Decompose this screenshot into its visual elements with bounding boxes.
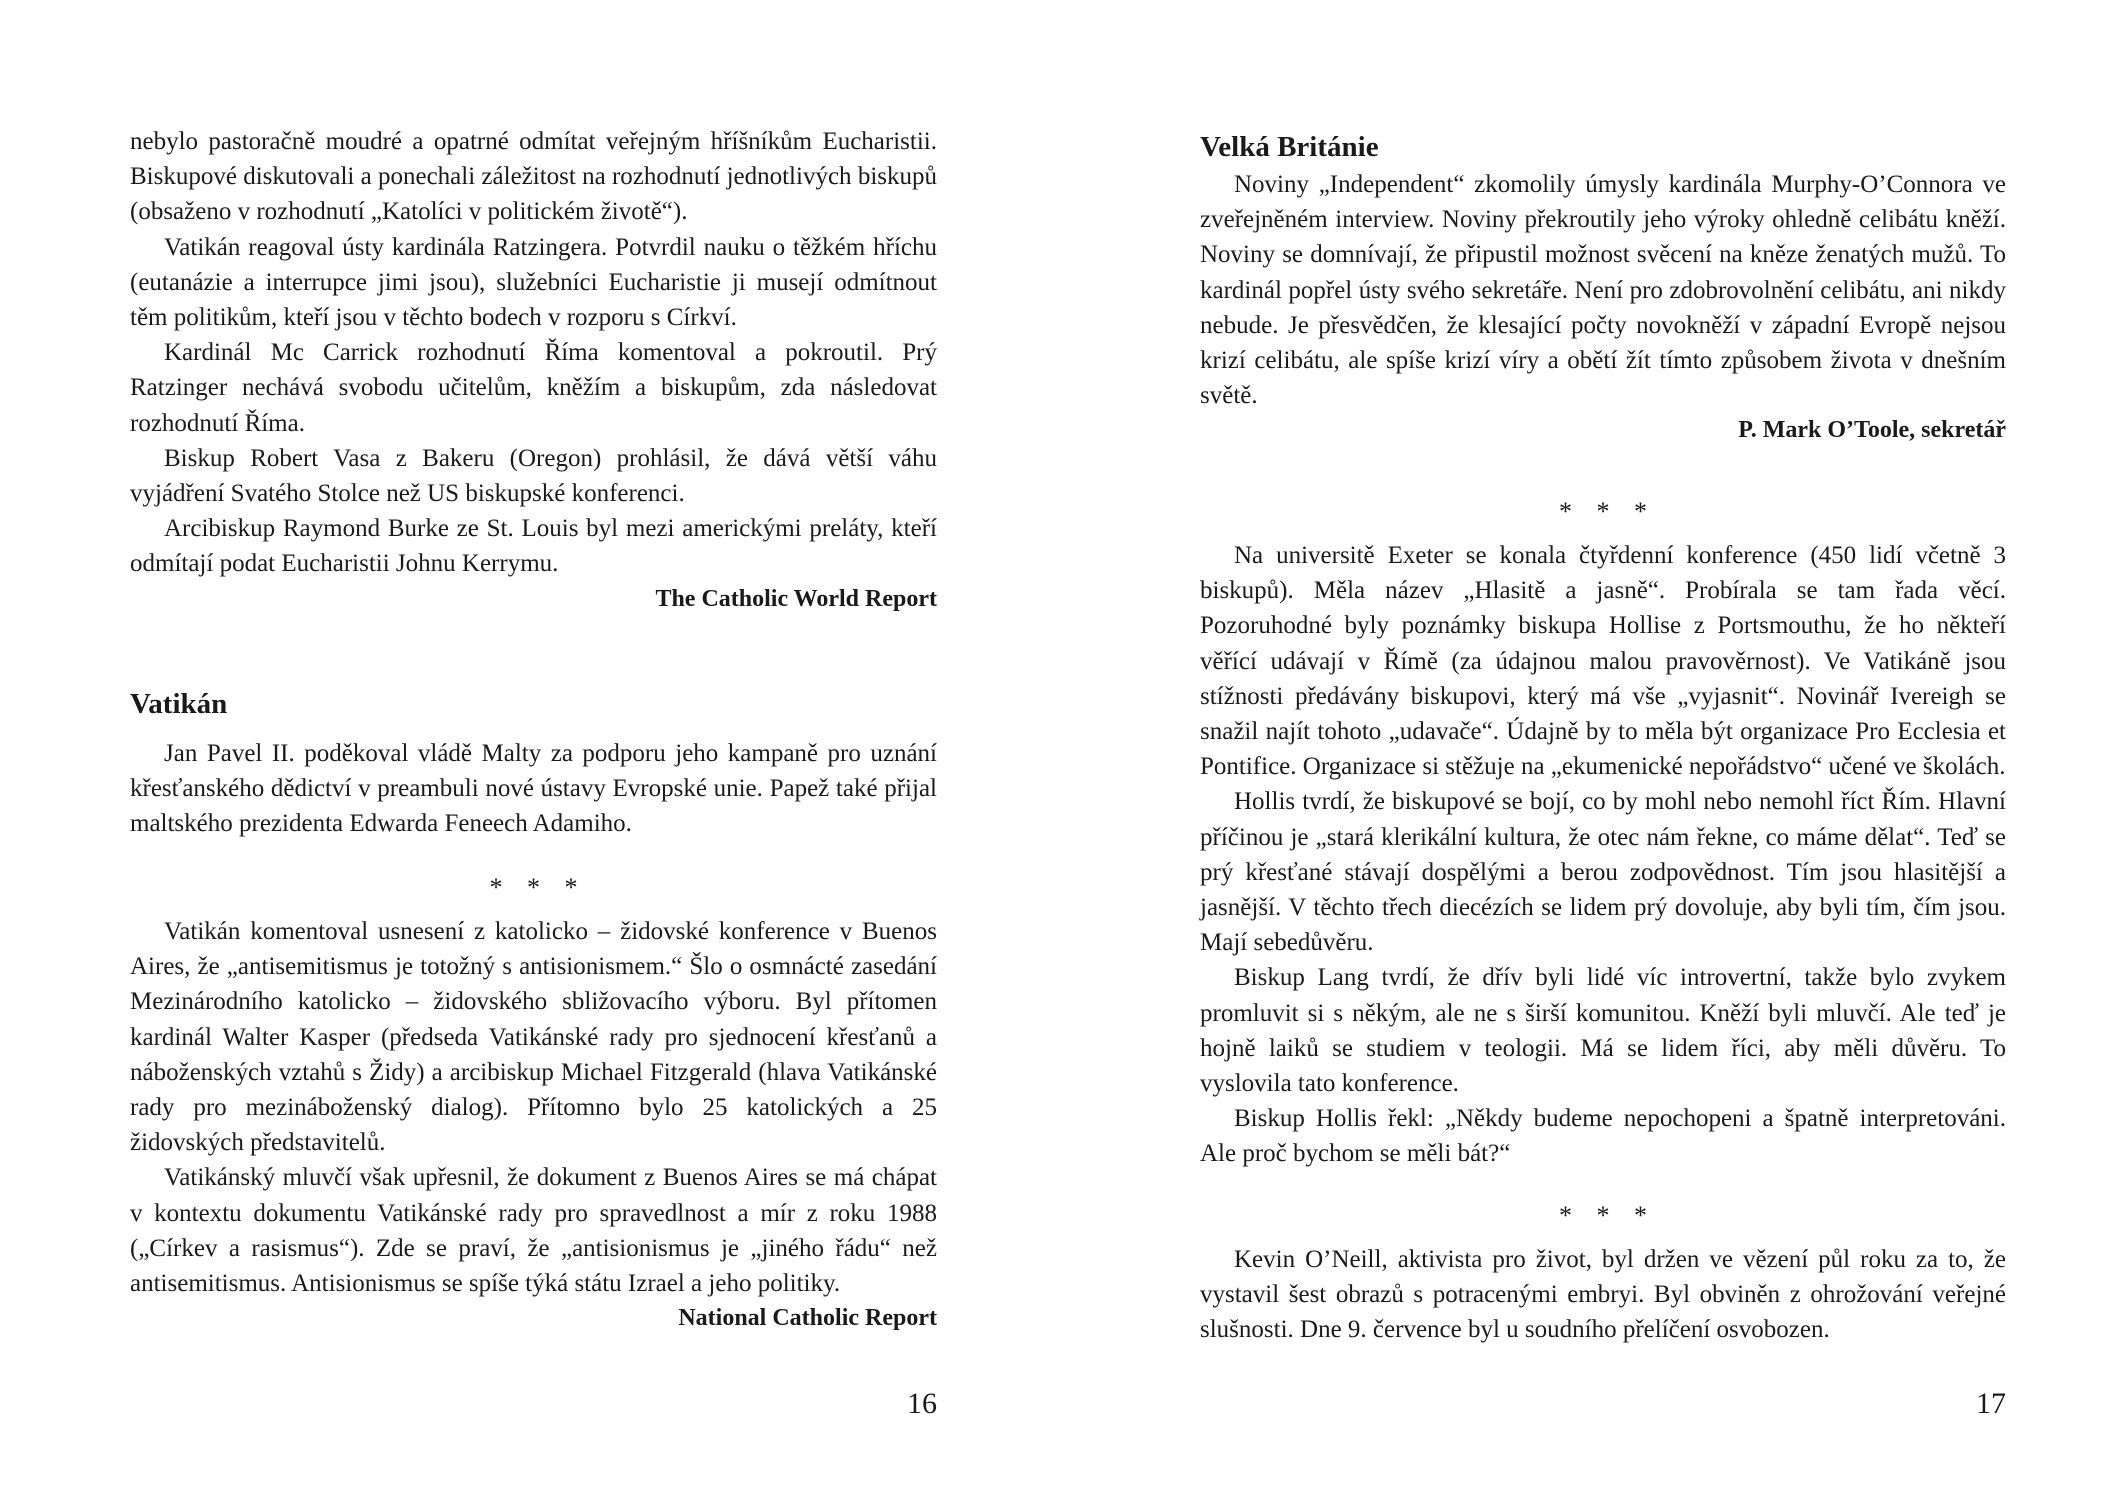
section-separator: * * *: [489, 873, 578, 902]
source-attribution: P. Mark O’Toole, sekretář: [1738, 417, 2006, 444]
paragraph: Noviny „Independent“ zkomolily úmysly kardinála Murphy-O’Connora ve zveřejněném interview. Noviny překroutily jeho výroky ohledně celibátu kněží. Noviny se domnívají, že připustil možnost svěcení na kněze ženatých mužů. To kardinál popřel ústy svého sekretáře. Není pro zdobrovolnění celibátu, ani nikdy nebude. Je přesvědčen, že klesající počty novokněží v západní Evropě nejsou krizí celibátu, ale spíše krizí víry a obětí žít tímto způsobem života v dnešním světě.: [1200, 171, 2006, 410]
page-number: 16: [907, 1387, 937, 1420]
section-vatikan: [130, 686, 937, 842]
source-attribution: The Catholic World Report: [655, 585, 937, 612]
exeter-block: [1200, 538, 2006, 1172]
paragraph: Biskup Robert Vasa z Bakeru (Oregon) prohlásil, že dává větší váhu vyjádření Svatého Stolce než US biskupské konferenci.: [130, 444, 937, 508]
paragraph: Arcibiskup Raymond Burke ze St. Louis byl mezi americkými preláty, kteří odmítají podat Eucharistii Johnu Kerrymu.: [130, 515, 937, 578]
paragraph: nebylo pastoračně moudré a opatrné odmítat veřejným hříšníkům Eucharistii. Biskupové diskutovali a ponechali záležitost na rozhodnutí jednotlivých biskupů (obsaženo v rozhodnutí „Katolíci v politickém životě“).: [130, 128, 937, 226]
paragraph: Hollis tvrdí, že biskupové se bojí, co by mohl nebo nemohl říct Řím. Hlavní příčinou je „stará klerikální kultura, že otec nám řekne, co máme dělat“. Teď se prý křesťané stávají dospělými a berou zodpovědnost. Tím jsou hlasitější a jasnější. V těchto třech diecézích se lidem prý dovoluje, aby byli tím, čím jsou. Mají sebedůvěru.: [1200, 788, 2006, 957]
source-attribution: National Catholic Report: [678, 1305, 937, 1332]
paragraph: Kevin O’Neill, aktivista pro život, byl držen ve vězení půl roku za to, že vystavil šest obrazů s potracenými embryi. Byl obviněn z ohrožování veřejné slušnosti. Dne 9. července byl u soudního přelíčení osvobozen.: [1200, 1246, 2006, 1344]
vatikan-continued: [130, 914, 937, 1336]
left-intro-block: [130, 124, 937, 617]
section-velka-britanie: [1200, 129, 2006, 448]
paragraph: Na universitě Exeter se konala čtyřdenní konference (450 lidí včetně 3 biskupů). Měla název „Hlasitě a jasně“. Probírala se tam řada věcí. Pozoruhodné byly poznámky biskupa Hollise z Portsmouthu, že ho někteří věřící udávají v Římě (za údajnou malou pravověrnost). Ve Vatikáně jsou stížnosti předávány biskupovi, který má vše „vyjasnit“. Novinář Ivereigh se snažil najít tohoto „udavače“. Údajně by to měla být organizace Pro Ecclesia et Pontifice. Organizace si stěžuje na „ekumenické nepořádstvo“ učené ve školách.: [1200, 542, 2006, 781]
section-heading: Vatikán: [130, 688, 228, 720]
paragraph: Vatikán komentoval usnesení z katolicko – židovské konference v Buenos Aires, že „antisemitismus je totožný s antisionismem.“ Šlo o osmnácté zasedání Mezinárodního katolicko – židovského sbližovacího výboru. Byl přítomen kardinál Walter Kasper (předseda Vatikánské rady pro sjednocení křesťanů a náboženských vztahů s Židy) a arcibiskup Michael Fitzgerald (hlava Vatikánské rady pro mezináboženský dialog). Přítomno bylo 25 katolických a 25 židovských představitelů.: [130, 918, 937, 1157]
paragraph: Vatikán reagoval ústy kardinála Ratzingera. Potvrdil nauku o těžkém hříchu (eutanázie a interrupce jimi jsou), služebníci Eucharistie ji musejí odmítnout těm politikům, kteří jsou v těchto bodech v rozporu s Církví.: [130, 233, 937, 332]
section-heading: Velká Británie: [1200, 131, 1379, 163]
page-number: 17: [1976, 1387, 2006, 1420]
paragraph: Biskup Hollis řekl: „Někdy budeme nepochopeni a špatně interpretováni. Ale proč bychom se měli bát?“: [1200, 1105, 2006, 1168]
paragraph: Kardinál Mc Carrick rozhodnutí Říma komentoval a pokroutil. Prý Ratzinger nechává svobodu učitelům, kněžím a biskupům, zda následovat rozhodnutí Říma.: [130, 339, 937, 437]
section-separator: * * *: [1559, 1201, 1647, 1230]
oneill-block: [1200, 1242, 2006, 1348]
section-separator: * * *: [1559, 497, 1647, 526]
paragraph: Biskup Lang tvrdí, že dřív byli lidé víc introvertní, takže bylo zvykem promluvit si s někým, ale ne s širší komunitou. Kněží byli mluvčí. Ale teď je hojně laiků se studiem v teologii. Má se lidem říci, aby měli důvěru. To vyslovila tato konference.: [1200, 964, 2006, 1098]
paragraph: Jan Pavel II. poděkoval vládě Malty za podporu jeho kampaně pro uznání křesťanského dědictví v preambuli nové ústavy Evropské unie. Papež také přijal maltského prezidenta Edwarda Feneech Adamiho.: [130, 740, 937, 838]
paragraph: Vatikánský mluvčí však upřesnil, že dokument z Buenos Aires se má chápat v kontextu dokumentu Vatikánské rady pro spravedlnost a mír z roku 1988 („Církev a rasismus“). Zde se praví, že „antisionismus je „jiného řádu“ než antisemitismus. Antisionismus se spíše týká státu Izrael a jeho politiky.: [130, 1164, 937, 1298]
